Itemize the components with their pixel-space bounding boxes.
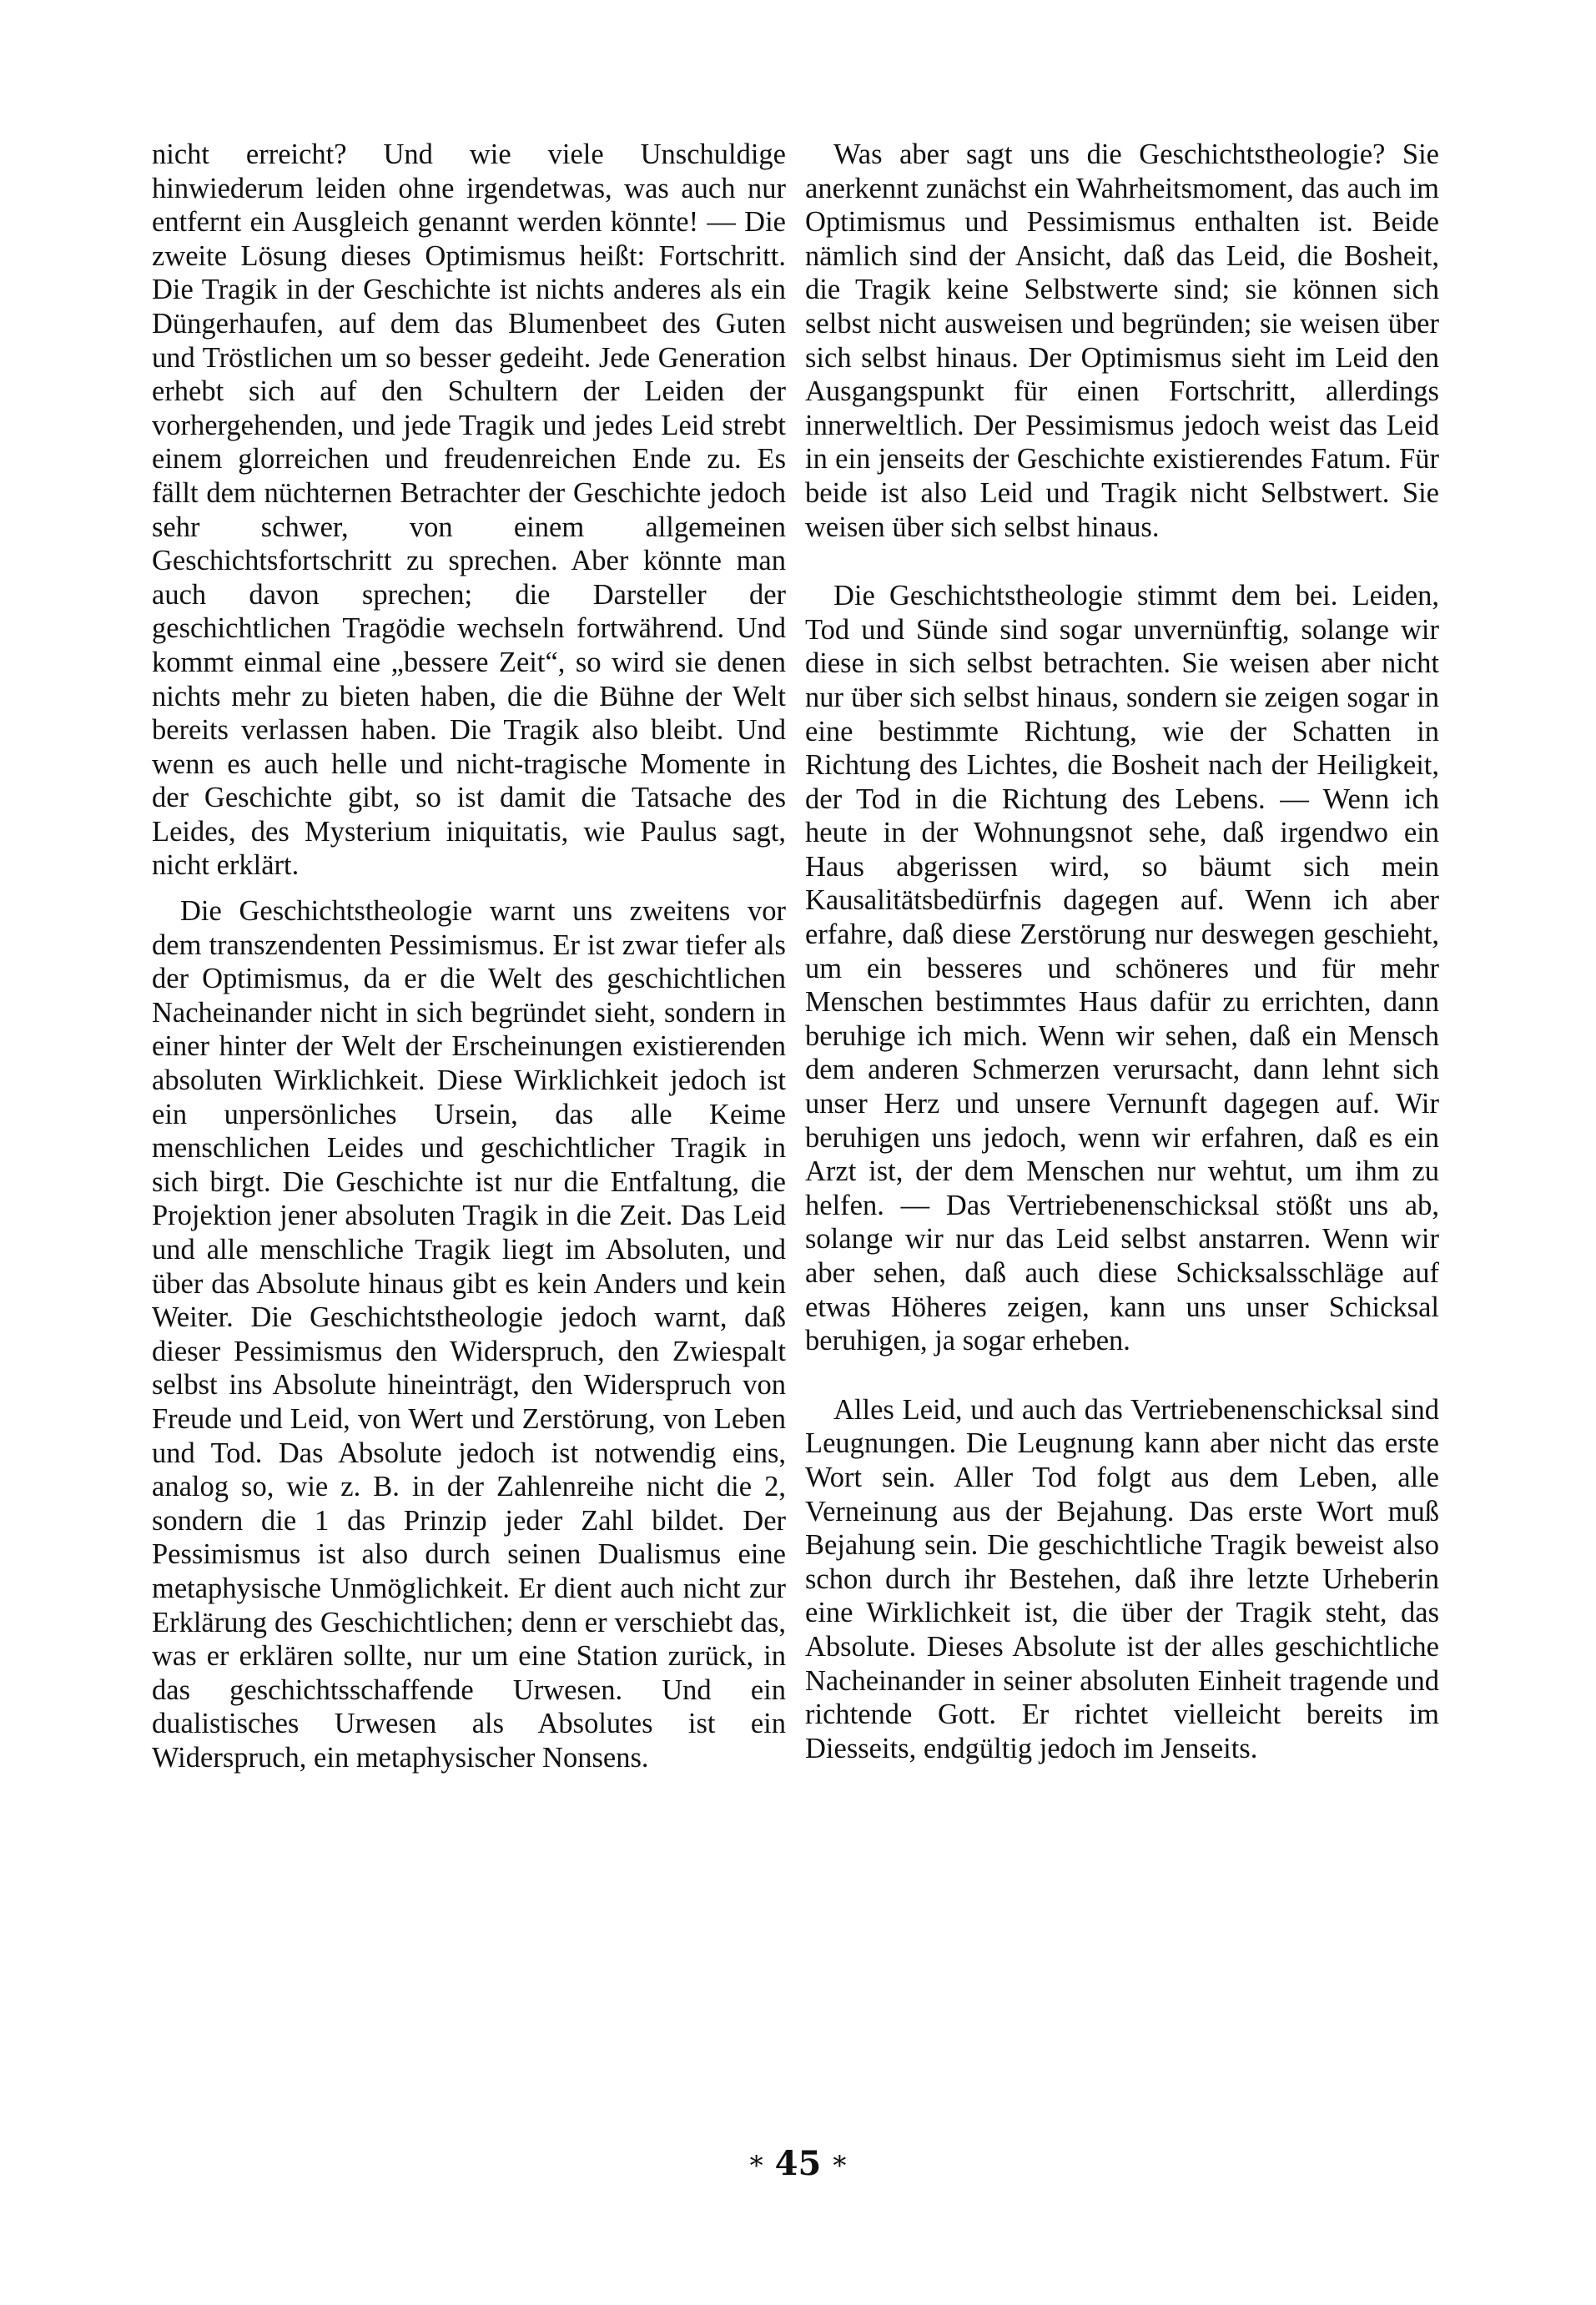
paragraph: Was aber sagt uns die Geschichtstheologie? Sie anerkennt zunächst ein Wahrheitsmoment, das auch im Optimismus und Pessimismus enthalten ist. Beide nämlich sind der Ansicht, daß das Leid, die Bosheit, die Tragik keine Selbstwerte sind; sie können sich selbst nicht ausweisen und begründen; sie weisen über sich selbst hinaus. Der Optimismus sieht im Leid den Ausgangspunkt für einen Fortschritt, allerdings innerweltlich. Der Pessimismus jedoch weist das Leid in ein jenseits der Geschichte existierendes Fatum. Für beide ist also Leid und Tragik nicht Selbstwert. Sie weisen über sich selbst hinaus. [805, 138, 1439, 543]
paragraph: Die Geschichtstheologie stimmt dem bei. Leiden, Tod und Sünde sind sogar unvernünftig, solange wir diese in sich selbst betrachten. Sie weisen aber nicht nur über sich selbst hinaus, sondern sie zeigen sogar in eine bestimmte Richtung, wie der Schatten in Richtung des Lichtes, die Bosheit nach der Heiligkeit, der Tod in die Richtung des Lebens. — Wenn ich heute in der Wohnungsnot sehe, daß irgendwo ein Haus abgerissen wird, so bäumt sich mein Kausalitätsbedürfnis dagegen auf. Wenn ich aber erfahre, daß diese Zerstörung nur deswegen geschieht, um ein besseres und schöneres und für mehr Menschen bestimmtes Haus dafür zu errichten, dann beruhige ich mich. Wenn wir sehen, daß ein Mensch dem anderen Schmerzen verursacht, dann lehnt sich unser Herz und unsere Vernunft dagegen auf. Wir beruhigen uns jedoch, wenn wir erfahren, daß es ein Arzt ist, der dem Menschen nur wehtut, um ihm zu helfen. — Das Vertriebenenschicksal stößt uns ab, solange wir nur das Leid selbst anstarren. Wenn wir aber sehen, daß auch diese Schicksalsschläge auf etwas Höheres zeigen, kann uns unser Schicksal beruhigen, ja sogar erheben. [805, 580, 1439, 1357]
page-number: 45 [774, 2144, 822, 2183]
right-column [805, 138, 1439, 1765]
star-ornament-left: * [749, 2150, 763, 2182]
star-ornament-right: * [833, 2150, 847, 2182]
page-footer [0, 2144, 1596, 2183]
left-column [152, 138, 786, 1775]
paragraph: nicht erreicht? Und wie viele Unschuldige hinwiederum leiden ohne irgendetwas, was auch nur entfernt ein Ausgleich genannt werden könnte! — Die zweite Lösung dieses Optimismus heißt: Fortschritt. Die Tragik in der Geschichte ist nichts anderes als ein Düngerhaufen, auf dem das Blumenbeet des Guten und Tröstlichen um so besser gedeiht. Jede Generation erhebt sich auf den Schultern der Leiden der vorhergehenden, und jede Tragik und jedes Leid strebt einem glorreichen und freudenreichen Ende zu. Es fällt dem nüchternen Betrachter der Geschichte jedoch sehr schwer, von einem allgemeinen Geschichtsfortschritt zu sprechen. Aber könnte man auch davon sprechen; die Darsteller der geschichtlichen Tragödie wechseln fortwährend. Und kommt einmal eine „bessere Zeit“, so wird sie denen nichts mehr zu bieten haben, die die Bühne der Welt bereits verlassen haben. Die Tragik also bleibt. Und wenn es auch helle und nicht-tragische Momente in der Geschichte gibt, so ist damit die Tatsache des Leides, des Mysterium iniquitatis, wie Paulus sagt, nicht erklärt. [152, 138, 786, 882]
paragraph: Die Geschichtstheologie warnt uns zweitens vor dem transzendenten Pessimismus. Er ist zwar tiefer als der Optimismus, da er die Welt des geschichtlichen Nacheinander nicht in sich begründet sieht, sondern in einer hinter der Welt der Erscheinungen existierenden absoluten Wirklichkeit. Diese Wirklichkeit jedoch ist ein unpersönliches Ursein, das alle Keime menschlichen Leides und geschichtlicher Tragik in sich birgt. Die Geschichte ist nur die Entfaltung, die Projektion jener absoluten Tragik in die Zeit. Das Leid und alle menschliche Tragik liegt im Absoluten, und über das Absolute hinaus gibt es kein Anders und kein Weiter. Die Geschichtstheologie jedoch warnt, daß dieser Pessimismus den Widerspruch, den Zwiespalt selbst ins Absolute hineinträgt, den Widerspruch von Freude und Leid, von Wert und Zerstörung, von Leben und Tod. Das Absolute jedoch ist notwendig eins, analog so, wie z. B. in der Zahlenreihe nicht die 2, sondern die 1 das Prinzip jeder Zahl bildet. Der Pessimismus ist also durch seinen Dualismus eine metaphysische Unmöglichkeit. Er dient auch nicht zur Erklärung des Geschichtlichen; denn er verschiebt das, was er erklären sollte, nur um eine Station zurück, in das geschichtsschaffende Urwesen. Und ein dualistisches Urwesen als Absolutes ist ein Widerspruch, ein metaphysischer Nonsens. [152, 895, 786, 1774]
paragraph: Alles Leid, und auch das Vertriebenenschicksal sind Leugnungen. Die Leugnung kann aber nicht das erste Wort sein. Aller Tod folgt aus dem Leben, alle Verneinung aus der Bejahung. Das erste Wort muß Bejahung sein. Die geschichtliche Tragik beweist also schon durch ihr Bestehen, daß ihre letzte Urheberin eine Wirklichkeit ist, die über der Tragik steht, das Absolute. Dieses Absolute ist der alles geschichtliche Nacheinander in seiner absoluten Einheit tragende und richtende Gott. Er richtet vielleicht bereits im Diesseits, endgültig jedoch im Jenseits. [805, 1393, 1439, 1764]
